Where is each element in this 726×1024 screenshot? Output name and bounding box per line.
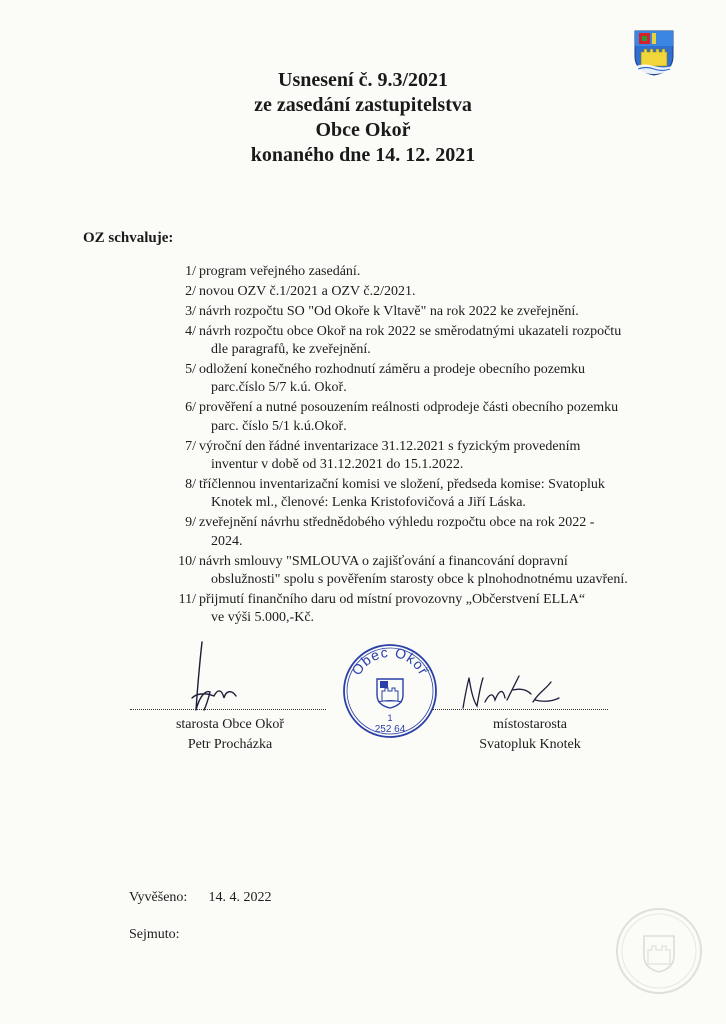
mayor-role: starosta Obce Okoř — [175, 717, 285, 732]
deputy-mayor-name: Svatopluk Knotek — [479, 737, 581, 752]
resolution-item — [168, 263, 648, 281]
resolution-item-number: 11/ — [178, 591, 196, 607]
removed-label: Sejmuto: — [129, 927, 180, 942]
resolution-item-number: 9/ — [185, 515, 196, 531]
resolution-item-line: návrh rozpočtu obce Okoř na rok 2022 se směrodatnými ukazateli rozpočtu — [199, 323, 622, 339]
resolution-item-text — [196, 303, 648, 321]
resolution-item-line: obslužnosti" spolu s pověřením starosty obce k plnohodnotnému uzavření. — [211, 572, 628, 587]
signature-line-left — [130, 709, 326, 710]
resolution-item — [168, 283, 648, 301]
stamp-postcode: 252 64 — [374, 724, 406, 735]
resolution-item-number: 8/ — [185, 476, 196, 492]
resolution-item-number: 7/ — [185, 438, 196, 454]
resolution-item-text — [196, 476, 648, 513]
embossed-seal-icon — [614, 906, 704, 996]
resolution-item-number: 2/ — [185, 283, 196, 299]
resolution-item-line: odložení konečného rozhodnutí záměru a prodeje obecního pozemku — [199, 362, 586, 378]
title-line-4: konaného dne 14. 12. 2021 — [250, 144, 476, 166]
resolution-item-number: 1/ — [185, 264, 196, 279]
resolution-item-line: program veřejného zasedání. — [199, 264, 361, 279]
signature-block-right — [450, 715, 610, 755]
resolution-item-line: novou OZV č.1/2021 a OZV č.2/2021. — [199, 283, 416, 299]
resolution-item-text — [196, 514, 648, 551]
stamp-number: 1 — [387, 713, 393, 723]
resolution-item — [168, 303, 648, 321]
resolution-item — [168, 514, 648, 551]
stamp-emblem-icon — [377, 679, 403, 708]
stamp-name: Obec Okoř — [348, 643, 433, 678]
resolution-item-text — [196, 323, 648, 360]
resolution-item — [168, 591, 648, 628]
resolution-item-line: dle paragrafů, ke zveřejnění. — [211, 342, 371, 358]
approves-label: OZ schvaluje: — [83, 230, 174, 246]
resolution-item-line: ve výši 5.000,-Kč. — [211, 610, 315, 626]
resolution-item-number: 6/ — [185, 400, 196, 416]
resolution-item-number: 4/ — [185, 323, 196, 339]
resolution-list — [168, 263, 648, 629]
resolution-item-text — [196, 591, 648, 628]
resolution-item — [168, 553, 648, 590]
posted-label: Vyvěšeno: — [129, 890, 188, 905]
title-line-1: Usnesení č. 9.3/2021 — [278, 69, 448, 91]
resolution-item-text — [196, 361, 648, 398]
document-heading — [0, 68, 726, 168]
resolution-item-line: parc. číslo 5/1 k.ú.Okoř. — [211, 418, 347, 434]
resolution-item-number: 10/ — [178, 553, 196, 569]
resolution-item — [168, 323, 648, 360]
posted-row — [129, 890, 272, 906]
resolution-item-line: parc.číslo 5/7 k.ú. Okoř. — [211, 380, 347, 396]
deputy-mayor-signature — [455, 672, 565, 712]
resolution-item-line: 2024. — [211, 533, 243, 549]
signature-block-left — [150, 715, 310, 755]
resolution-item-line: tříčlennou inventarizační komisi ve složení, předseda komise: Svatopluk — [199, 476, 605, 492]
signature-line-right — [432, 709, 608, 710]
resolution-item-text — [196, 399, 648, 436]
resolution-item-text — [196, 283, 648, 301]
resolution-item-line: inventur v době od 31.12.2021 do 15.1.2022. — [211, 457, 464, 473]
resolution-item-line: přijmutí finančního daru od místní provozovny „Občerstvení ELLA“ — [199, 591, 586, 607]
title-line-3: Obce Okoř — [315, 119, 411, 141]
resolution-item-number: 3/ — [185, 303, 196, 319]
resolution-item-text — [196, 553, 648, 590]
deputy-mayor-role: místostarosta — [493, 717, 567, 732]
removed-row — [129, 927, 180, 943]
resolution-item-line: návrh smlouvy "SMLOUVA o zajišťování a financování dopravní — [199, 553, 568, 569]
resolution-item — [168, 361, 648, 398]
resolution-item-line: výroční den řádné inventarizace 31.12.2021 s fyzickým provedením — [199, 438, 581, 454]
resolution-item — [168, 476, 648, 513]
resolution-item-line: návrh rozpočtu SO "Od Okoře k Vltavě" na rok 2022 ke zveřejnění. — [199, 303, 579, 319]
resolution-item-line: prověření a nutné posouzením reálnosti odprodeje části obecního pozemku — [199, 400, 619, 416]
resolution-item — [168, 399, 648, 436]
official-stamp — [342, 643, 438, 739]
svg-text:Obec Okoř — [348, 644, 432, 678]
resolution-item-text — [196, 263, 648, 281]
title-line-2: ze zasedání zastupitelstva — [254, 94, 472, 116]
mayor-signature — [180, 640, 240, 715]
resolution-item-number: 5/ — [185, 362, 196, 378]
posted-date: 14. 4. 2022 — [208, 890, 272, 905]
resolution-item — [168, 438, 648, 475]
mayor-name: Petr Procházka — [187, 737, 273, 752]
resolution-item-line: zveřejnění návrhu střednědobého výhledu rozpočtu obce na rok 2022 - — [199, 515, 595, 531]
resolution-item-text — [196, 438, 648, 475]
resolution-item-line: Knotek ml., členové: Lenka Kristofovičová a Jiří Láska. — [211, 495, 526, 511]
